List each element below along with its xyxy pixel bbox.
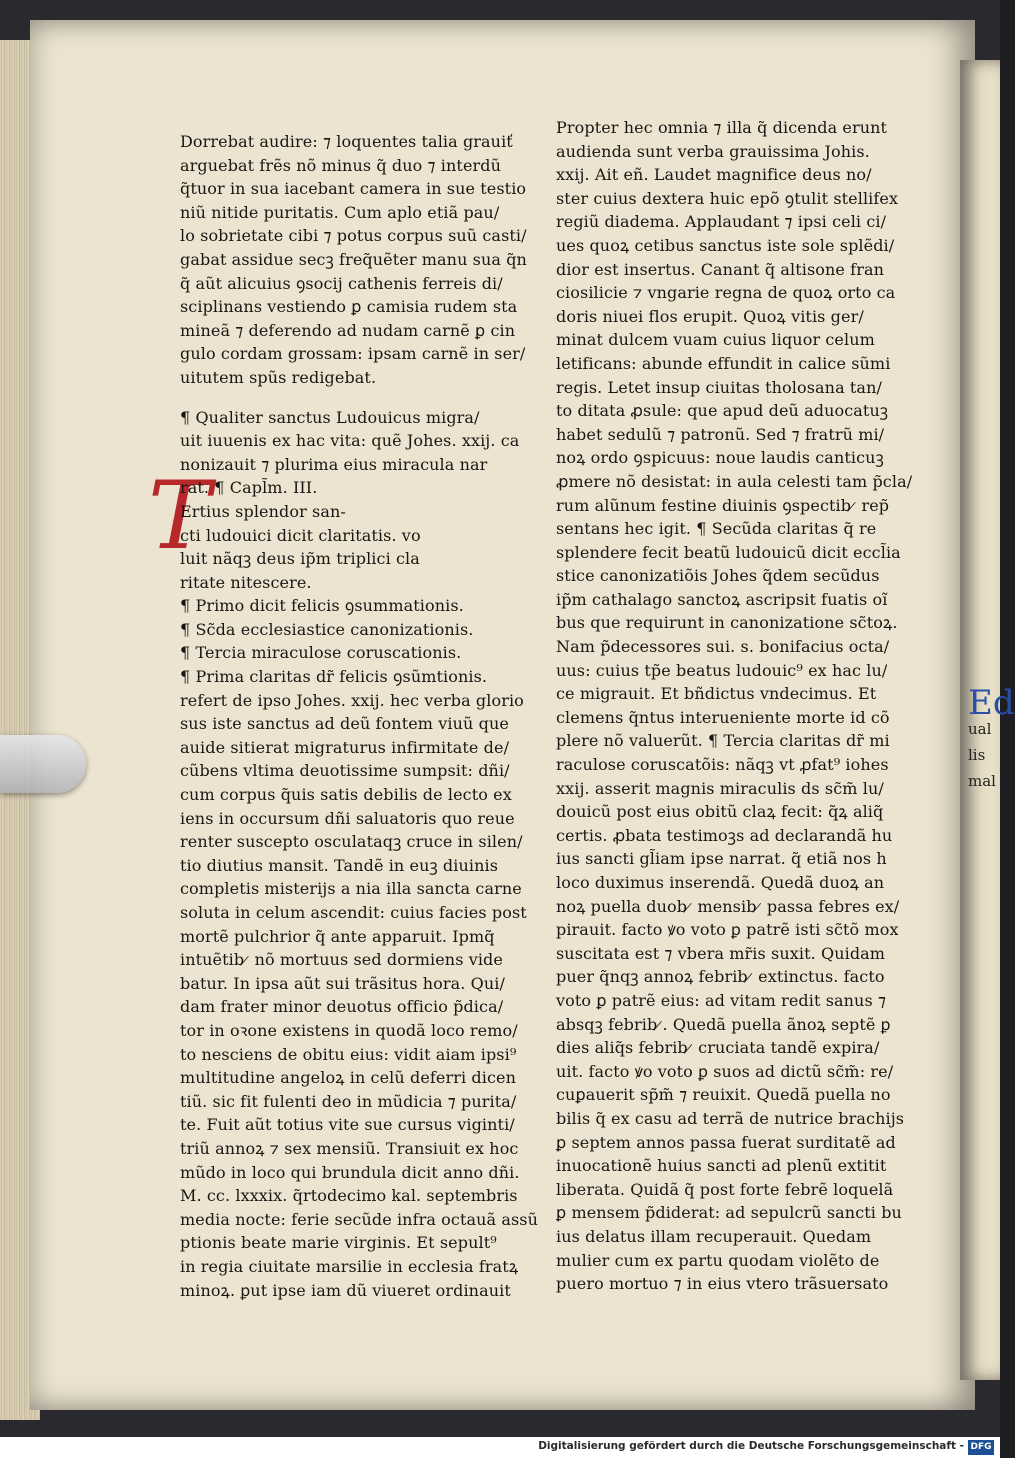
text-line: to ditata ꝓsule: que apud deũ aduocatuꝫ [556, 401, 889, 421]
text-line: ꝓmere nõ desistat: in aula celesti tam p̃cla/ [556, 471, 913, 491]
text-line: bus que requirunt in canonizatione sc̃toꝝ. [556, 613, 898, 633]
text-line: suscitata est ⁊ vbera mr̃is suxit. Quidam [556, 943, 886, 963]
text-line: to nesciens de obitu eius: vidit aiam ipsi⁹ [180, 1044, 517, 1064]
text-line: mulier cum ex partu quodam violẽto de [556, 1250, 880, 1270]
text-line: clemens q̃ntus interueniente morte id cõ [556, 707, 890, 727]
text-line: cuꝑauerit sp̃m̃ ⁊ reuixit. Quedã puella no [556, 1085, 891, 1105]
text-line: mineã ⁊ deferendo ad nudam carnẽ ꝑ cin [180, 320, 516, 340]
text-line: ¶ Sc̃da ecclesiastice canonizationis. [180, 619, 474, 639]
text-line: lo sobrietate cibi ⁊ potus corpus suũ casti/ [180, 226, 527, 246]
text-line: doris niuei flos erupit. Quoꝝ vitis ger/ [556, 306, 864, 326]
text-line: dies aliq̃s febrib ̷ cruciata tandẽ expira/ [556, 1038, 880, 1058]
text-line: in regia ciuitate marsilie in ecclesia fratꝝ [180, 1256, 519, 1276]
text-line: uus: cuius tp̃e beatus ludouic⁹ ex hac lu/ [556, 660, 888, 680]
text-line: rum alũnum festine diuinis ꝯspectib ̷ rep̃ [556, 495, 890, 515]
text-line: mũdo in loco qui brundula dicit anno dñi. [180, 1162, 520, 1182]
text-line: ce migrauit. Et bñdictus vndecimus. Et [556, 684, 877, 704]
text-line: intuẽtib ̷ nõ mortuus sed dormiens vide [180, 950, 503, 970]
decorated-initial: T [148, 462, 211, 571]
funding-credit: Digitalisierung gefördert durch die Deutsche Forschungsgemeinschaft - [538, 1440, 964, 1452]
text-line: ¶ Primo dicit felicis ꝯsummationis. [180, 596, 464, 616]
text-line: uitutem spũs redigebat. [180, 367, 377, 387]
chapter-heading-block [180, 406, 545, 500]
text-line: puer q̃nqꝫ annoꝝ febrib ̷ extinctus. facto [556, 967, 885, 987]
text-line: multitudine angeloꝝ in celũ deferri dicen [180, 1068, 516, 1088]
paragraph-block [180, 594, 545, 1302]
text-line: nonizauit ⁊ plurima eius miracula nar [180, 454, 488, 474]
chapter-opening-block [180, 500, 545, 594]
page-clip [0, 735, 86, 793]
right-text-column [556, 116, 914, 1296]
text-line: auide sitierat migraturus infirmitate de/ [180, 737, 510, 757]
text-line: minat dulcem vuam cuius liquor celum [556, 330, 875, 350]
text-line: ster cuius dextera huic epõ ꝯtulit stellifex [556, 188, 899, 208]
text-line: tor in oꝛone existens in quodã loco remo/ [180, 1020, 518, 1040]
text-line: renter suscepto osculataqꝫ cruce in silen/ [180, 832, 523, 852]
text-line: te. Fuit aũt totius vite sue cursus viginti/ [180, 1115, 515, 1135]
text-line: xxij. asserit magnis miraculis ds sc̃m̃ lu/ [556, 778, 884, 798]
text-line: ciosilicie ⁊ vngarie regna de quoꝝ orto ca [556, 283, 896, 303]
text-line: ip̃m cathalago sanctoꝝ ascripsit fuatis oĩ [556, 589, 888, 609]
text-line: ¶ Tercia miraculose coruscationis. [180, 643, 462, 663]
fragment-text: lis [968, 746, 986, 764]
text-line: tiũ. sic fit fulenti deo in mũdicia ⁊ purita/ [180, 1091, 517, 1111]
text-line: cum corpus q̃uis satis debilis de lecto ex [180, 785, 512, 805]
text-line: niũ nitide puritatis. Cum aplo etiã pau/ [180, 202, 500, 222]
text-line: ritate nitescere. [180, 572, 312, 592]
left-text-column [180, 130, 545, 1302]
text-line: sus iste sanctus ad deũ fontem viuũ que [180, 714, 509, 734]
text-line: batur. In ipsa aũt sui trãsitus hora. Qui/ [180, 973, 505, 993]
text-line: refert de ipso Johes. xxij. hec verba glorio [180, 690, 524, 710]
text-line: xxij. Ait eñ. Laudet magnifice deus no/ [556, 165, 872, 185]
text-line: ues quoꝝ cetibus sanctus iste sole splẽdi/ [556, 235, 895, 255]
text-line: q̃ aũt alicuius ꝯsocij cathenis ferreis di/ [180, 273, 503, 293]
text-line: liberata. Quidã q̃ post forte febrẽ loquelã [556, 1179, 894, 1199]
text-line: soluta in celum ascendit: cuius facies post [180, 903, 527, 922]
text-line: audienda sunt verba grauissima Johis. [556, 141, 870, 161]
text-line: bilis q̃ ex casu ad terrã de nutrice brachijs [556, 1108, 905, 1128]
footer-bar [0, 1437, 1000, 1458]
text-line: ius sancti gl̃iam ipse narrat. q̃ etiã nos h [556, 849, 887, 869]
text-line: Dorrebat audire: ⁊ loquentes talia grauiť [180, 132, 513, 151]
text-line: Nam p̃decessores sui. s. bonifacius octa/ [556, 637, 890, 657]
text-line: rat. ¶ Capl̃m. III. [180, 478, 318, 498]
text-line: regis. Letet insup ciuitas tholosana tan/ [556, 377, 882, 397]
text-line: sentans hec igit. ¶ Secũda claritas q̃ re [556, 519, 877, 539]
text-line: regiũ diadema. Applaudant ⁊ ipsi celi ci/ [556, 212, 887, 232]
text-line: q̃tuor in sua iacebant camera in sue testio [180, 179, 527, 199]
fragment-text: Ed [968, 683, 1015, 723]
text-line: letificans: abunde effundit in calice sũmi [556, 353, 891, 373]
text-line: noꝝ ordo ꝯspicuus: noue laudis canticuꝫ [556, 448, 884, 468]
text-line: loco duximus inserendã. Quedã duoꝝ an [556, 873, 885, 892]
text-line: M. cc. lxxxix. q̃rtodecimo kal. septembris [180, 1186, 518, 1206]
text-line: raculose coruscatõis: nãqꝫ vt ꝓfat⁹ iohes [556, 755, 889, 775]
text-line: minoꝝ. ꝑut ipse iam dũ viueret ordinauit [180, 1280, 511, 1300]
text-line: cũbens vltima deuotissime sumpsit: dñi/ [180, 761, 510, 781]
text-line: uit. facto ꝟo voto ꝑ suos ad dictũ sc̃m̃: re/ [556, 1061, 894, 1081]
text-line: sciplinans vestiendo ꝑ camisia rudem sta [180, 297, 518, 317]
paragraph-block [180, 130, 545, 390]
fragment-text: mal [968, 772, 996, 790]
text-line: mortẽ pulchrior q̃ ante apparuit. Ipmq̃ [180, 926, 495, 946]
text-line: voto ꝑ patrẽ eius: ad vitam redit sanus ⁊ [556, 990, 887, 1010]
text-line: ptionis beate marie virginis. Et sepult⁹ [180, 1233, 497, 1253]
fragment-text: ual [968, 720, 992, 738]
text-line: pirauit. facto ꝟo voto ꝑ patrẽ isti sc̃tõ mox [556, 920, 899, 940]
text-line: completis misterijs a nia illa sancta carne [180, 879, 522, 899]
text-line: ꝑ mensem p̃diderat: ad sepulcrũ sancti bu [556, 1203, 902, 1223]
text-line: splendere fecit beatũ ludouicũ dicit eccl̃ia [556, 542, 901, 562]
text-line: douicũ post eius obitũ claꝝ fecit: q̃ꝝ aliq̃ [556, 802, 884, 822]
text-line: dior est insertus. Canant q̃ altisone fran [556, 259, 884, 279]
text-line: Ertius splendor san- [180, 501, 346, 521]
text-line: iens in occursum dñi saluatoris quo reue [180, 808, 515, 828]
text-line: inuocationẽ huius sancti ad plenũ extitit [556, 1156, 887, 1176]
text-line: plere nõ valuerũt. ¶ Tercia claritas dr̃ mi [556, 731, 890, 751]
text-line: gabat assidue secꝫ freq̃uẽter manu sua q̃n [180, 249, 527, 269]
text-line: ꝑ septem annos passa fuerat surditatẽ ad [556, 1132, 896, 1152]
text-line: arguebat frẽs nõ minus q̃ duo ⁊ interdũ [180, 155, 502, 175]
text-line: ¶ Prima claritas dr̃ felicis ꝯsũmtionis. [180, 667, 488, 687]
text-line: Propter hec omnia ⁊ illa q̃ dicenda erunt [556, 118, 888, 137]
text-line: absqꝫ febrib ̷. Quedã puella ãnoꝝ septẽ ꝑ [556, 1014, 891, 1034]
text-line: ius delatus illam recuperauit. Quedam [556, 1226, 872, 1246]
text-line: stice canonizatiõis Johes q̃dem secũdus [556, 566, 880, 586]
dfg-logo: DFG [968, 1440, 994, 1455]
text-line: luit nãqꝫ deus ip̃m triplici cla [180, 549, 420, 569]
text-line: triũ annoꝝ ⁊ sex mensiũ. Transiuit ex hoc [180, 1138, 519, 1158]
facing-page-fragment [968, 683, 1015, 794]
text-line: habet sedulũ ⁊ patronũ. Sed ⁊ fratrũ mi/ [556, 424, 885, 444]
text-line: dam frater minor deuotus officio p̃dica/ [180, 997, 504, 1017]
text-line: tio diutius mansit. Tandẽ in euꝫ diuinis [180, 855, 499, 875]
text-line: certis. ꝓbata testimoꝫs ad declarandã hu [556, 825, 893, 845]
text-line: cti ludouici dicit claritatis. vo [180, 525, 421, 545]
text-line: puero mortuo ⁊ in eius vtero trãsuersato [556, 1274, 889, 1294]
text-line: gulo cordam grossam: ipsam carnẽ in ser/ [180, 344, 526, 364]
text-line: ¶ Qualiter sanctus Ludouicus migra/ [180, 407, 480, 427]
text-line: uit iuuenis ex hac vita: quẽ Johes. xxij. ca [180, 431, 520, 451]
text-line: media nocte: ferie secũde infra octauã assũ [180, 1209, 539, 1229]
text-line: noꝝ puella duob ̷ mensib ̷ passa febres ex/ [556, 896, 900, 916]
